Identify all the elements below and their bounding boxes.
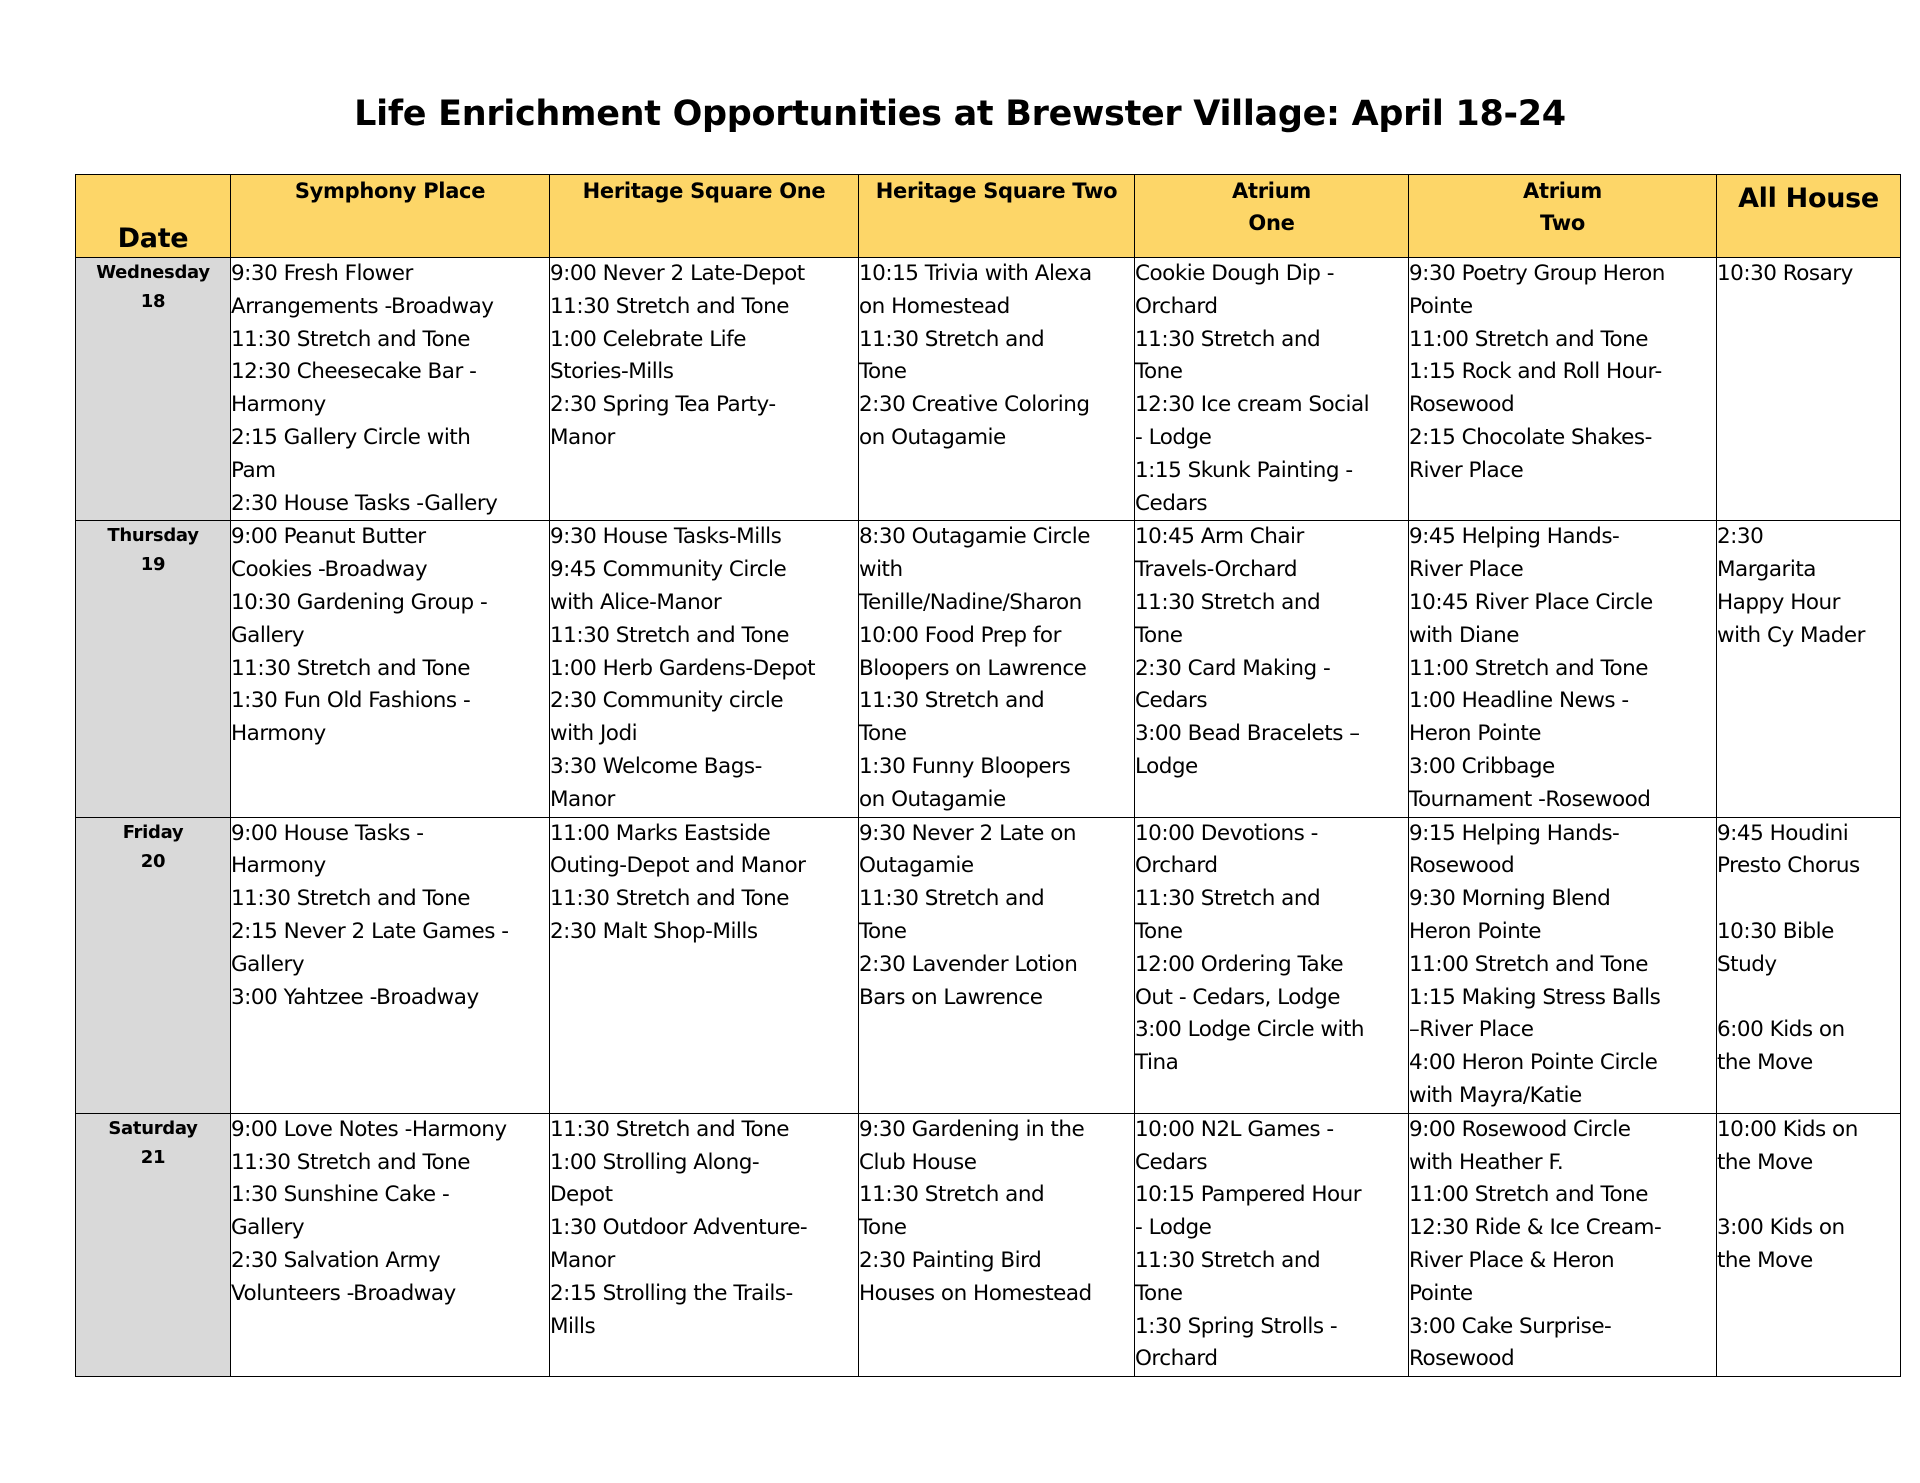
activity-line: Orchard (1135, 293, 1218, 319)
activity-line: 2:30 Creative Coloring (859, 392, 1090, 418)
activity-line: Tone (1135, 918, 1183, 944)
activity-line: 1:15 Skunk Painting - (1135, 457, 1353, 483)
activity-line: 1:30 Sunshine Cake - (231, 1182, 450, 1208)
activity-line: the Move (1717, 1050, 1813, 1076)
activity-line: Harmony (231, 392, 326, 418)
activity-line: 10:00 N2L Games - (1135, 1116, 1334, 1142)
header-line: Heritage Square One (582, 179, 826, 203)
activity-line: 3:00 Kids on (1717, 1215, 1845, 1241)
activity-line: Tone (859, 1215, 907, 1241)
day-number: 18 (140, 291, 166, 312)
activity-cell-all-house (1717, 258, 1901, 521)
header-line: One (1248, 211, 1295, 235)
activity-line: 2:30 Salvation Army (231, 1247, 441, 1273)
activity-line: Pam (231, 457, 276, 483)
activity-cell-atrium-two (1409, 258, 1717, 521)
activity-line: –River Place (1409, 1017, 1534, 1043)
activity-line: 1:15 Making Stress Balls (1409, 984, 1661, 1010)
activity-line: Tone (859, 359, 907, 385)
activity-line: Stories-Mills (550, 359, 674, 385)
activity-line: Rosewood (1409, 1346, 1515, 1372)
activity-line: 11:30 Stretch and Tone (231, 886, 470, 912)
schedule-row (76, 1113, 1901, 1376)
activity-line: 11:30 Stretch and (859, 886, 1045, 912)
activity-line: - Lodge (1135, 424, 1212, 450)
activity-cell-heritage-square-one (550, 258, 859, 521)
activity-line: 11:30 Stretch and Tone (550, 1116, 789, 1142)
activity-line: Houses on Homestead (859, 1280, 1092, 1306)
activity-line: Cedars (1135, 688, 1208, 714)
day-name: Friday (122, 821, 184, 843)
activity-line: 10:30 Gardening Group - (231, 589, 488, 615)
activity-line: Heron Pointe (1409, 918, 1541, 944)
activity-line: 11:30 Stretch and Tone (231, 326, 470, 352)
activity-line: Cookies -Broadway (231, 557, 428, 583)
header-line: Atrium (1523, 179, 1602, 203)
activity-line: 2:30 Spring Tea Party- (550, 392, 776, 418)
activity-cell-atrium-two (1409, 521, 1717, 817)
activity-line: Volunteers -Broadway (231, 1280, 456, 1306)
activity-line: 11:30 Stretch and (1135, 589, 1321, 615)
activity-line: 4:00 Heron Pointe Circle (1409, 1050, 1658, 1076)
activity-line: 2:15 Chocolate Shakes- (1409, 424, 1652, 450)
activity-line: 11:30 Stretch and Tone (231, 1149, 470, 1175)
activity-line: Tenille/Nadine/Sharon (859, 589, 1082, 615)
activity-line: Mills (550, 1313, 596, 1339)
activity-line: 2:30 Painting Bird (859, 1247, 1042, 1273)
activity-line: Bloopers on Lawrence (859, 655, 1087, 681)
activity-line: Rosewood (1409, 392, 1515, 418)
activity-line: Happy Hour (1717, 589, 1840, 615)
activity-line: 11:00 Stretch and Tone (1409, 655, 1648, 681)
activity-cell-symphony-place (231, 258, 550, 521)
activity-line: 11:00 Marks Eastside (550, 820, 771, 846)
header-heritage-square-two (859, 175, 1135, 258)
day-name: Saturday (108, 1117, 198, 1139)
schedule-table (75, 174, 1901, 1377)
date-cell (76, 258, 231, 521)
header-atrium-one (1135, 175, 1409, 258)
activity-line: 9:30 Morning Blend (1409, 886, 1611, 912)
activity-line: Manor (550, 786, 615, 812)
header-line: Symphony Place (294, 179, 486, 203)
activity-line: 8:30 Outagamie Circle (859, 524, 1090, 550)
activity-line: River Place (1409, 457, 1524, 483)
date-cell (76, 1113, 231, 1376)
activity-line: 2:30 Community circle (550, 688, 784, 714)
activity-line: 1:30 Outdoor Adventure- (550, 1215, 808, 1241)
activity-line: 9:30 Fresh Flower (231, 261, 413, 286)
activity-line: Arrangements -Broadway (231, 293, 494, 319)
activity-line: Depot (550, 1182, 613, 1208)
activity-line: 2:15 Never 2 Late Games - (231, 918, 509, 944)
activity-line: Outagamie (859, 853, 974, 879)
activity-line: 3:00 Cribbage (1409, 753, 1555, 779)
activity-line: 1:00 Headline News - (1409, 688, 1629, 714)
activity-line: Manor (550, 424, 615, 450)
activity-line: 1:00 Strolling Along- (550, 1149, 760, 1175)
activity-cell-heritage-square-one (550, 817, 859, 1113)
activity-line: 11:30 Stretch and (859, 688, 1045, 714)
activity-line: with Heather F. (1409, 1149, 1564, 1175)
activity-line: 9:00 Rosewood Circle (1409, 1116, 1631, 1142)
activity-line: with Mayra/Katie (1409, 1082, 1582, 1108)
activity-line: 2:30 Card Making - (1135, 655, 1331, 681)
activity-line: Orchard (1135, 1346, 1218, 1372)
activity-line: Gallery (231, 951, 305, 977)
schedule-row (76, 817, 1901, 1113)
activity-line: 3:00 Bead Bracelets – (1135, 721, 1360, 747)
activity-line: 12:30 Ride & Ice Cream- (1409, 1215, 1662, 1241)
activity-line: 2:30 Malt Shop-Mills (550, 918, 758, 944)
activity-line: 11:30 Stretch and (859, 1182, 1045, 1208)
activity-line: with Cy Mader (1717, 622, 1865, 648)
activity-line: 11:30 Stretch and (1135, 1247, 1321, 1273)
activity-line: Travels-Orchard (1135, 557, 1297, 583)
activity-line: 10:45 River Place Circle (1409, 589, 1653, 615)
activity-line: River Place (1409, 557, 1524, 583)
activity-line: 1:15 Rock and Roll Hour- (1409, 359, 1662, 385)
activity-line: Tone (1135, 359, 1183, 385)
activity-line: - Lodge (1135, 1215, 1212, 1241)
activity-line: on Homestead (859, 293, 1010, 319)
activity-line: 10:15 Pampered Hour (1135, 1182, 1362, 1208)
activity-line: with Alice-Manor (550, 589, 722, 615)
header-line: Two (1540, 211, 1585, 235)
activity-line: 10:30 Rosary (1717, 261, 1853, 286)
activity-line: the Move (1717, 1149, 1813, 1175)
activity-line: with (859, 557, 903, 583)
spacer-line (1717, 982, 1900, 1015)
schedule-row (76, 521, 1901, 817)
activity-line: Cedars (1135, 1149, 1208, 1175)
activity-line: Bars on Lawrence (859, 984, 1043, 1010)
activity-line: Pointe (1409, 1280, 1473, 1306)
activity-line: 9:15 Helping Hands- (1409, 820, 1620, 846)
activity-line: 9:00 Never 2 Late-Depot (550, 261, 805, 286)
activity-line: 2:15 Gallery Circle with (231, 424, 471, 450)
activity-line: 11:00 Stretch and Tone (1409, 326, 1648, 352)
activity-line: Harmony (231, 721, 326, 747)
activity-line: 9:30 Never 2 Late on (859, 820, 1076, 846)
activity-line: Heron Pointe (1409, 721, 1541, 747)
activity-line: 1:30 Fun Old Fashions - (231, 688, 471, 714)
activity-cell-symphony-place (231, 817, 550, 1113)
activity-line: 9:00 Love Notes -Harmony (231, 1116, 507, 1142)
activity-line: 10:45 Arm Chair (1135, 524, 1304, 550)
activity-cell-atrium-one (1135, 1113, 1409, 1376)
activity-cell-atrium-two (1409, 1113, 1717, 1376)
activity-line: Tone (1135, 622, 1183, 648)
activity-line: 11:30 Stretch and (1135, 886, 1321, 912)
activity-line: 9:45 Helping Hands- (1409, 524, 1620, 550)
activity-line: 11:30 Stretch and Tone (550, 622, 789, 648)
activity-line: 2:15 Strolling the Trails- (550, 1280, 793, 1306)
activity-line: 11:00 Stretch and Tone (1409, 951, 1648, 977)
activity-line: 10:00 Kids on (1717, 1116, 1858, 1142)
activity-line: Tone (1135, 1280, 1183, 1306)
spacer-line (1717, 1179, 1900, 1212)
header-symphony-place (231, 175, 550, 258)
activity-line: Pointe (1409, 293, 1473, 319)
day-number: 21 (140, 1146, 166, 1168)
activity-cell-atrium-one (1135, 521, 1409, 817)
activity-line: Rosewood (1409, 853, 1515, 879)
page-title: Life Enrichment Opportunities at Brewster Village: April 18-24 (354, 94, 1566, 134)
activity-cell-heritage-square-two (859, 1113, 1135, 1376)
activity-line: 3:00 Yahtzee -Broadway (231, 984, 479, 1010)
activity-line: 1:30 Spring Strolls - (1135, 1313, 1338, 1339)
header-all-house (1717, 175, 1901, 258)
activity-line: 12:30 Cheesecake Bar - (231, 359, 477, 385)
activity-cell-atrium-two (1409, 817, 1717, 1113)
activity-cell-heritage-square-one (550, 1113, 859, 1376)
activity-cell-heritage-square-two (859, 817, 1135, 1113)
activity-line: Presto Chorus (1717, 853, 1860, 879)
activity-line: Outing-Depot and Manor (550, 853, 806, 879)
activity-line: Tone (859, 721, 907, 747)
activity-line: 11:30 Stretch and Tone (550, 886, 789, 912)
activity-line: the Move (1717, 1247, 1813, 1273)
activity-line: 2:30 (1717, 524, 1764, 550)
activity-line: 9:00 House Tasks - (231, 820, 424, 846)
activity-line: 11:30 Stretch and Tone (550, 293, 789, 319)
activity-line: 10:00 Food Prep for (859, 622, 1061, 648)
activity-line: Manor (550, 1247, 615, 1273)
date-cell (76, 817, 231, 1113)
activity-line: with Jodi (550, 721, 638, 747)
activity-line: Cedars (1135, 490, 1208, 516)
date-header: Date (76, 175, 231, 258)
activity-line: Tone (859, 918, 907, 944)
activity-line: 9:00 Peanut Butter (231, 524, 426, 550)
activity-line: 3:30 Welcome Bags- (550, 753, 762, 779)
activity-line: 9:45 Community Circle (550, 557, 787, 583)
day-name: Wednesday (96, 262, 210, 283)
day-number: 19 (140, 554, 166, 576)
activity-line: 2:30 House Tasks -Gallery (231, 490, 498, 516)
activity-line: Gallery (231, 1215, 305, 1241)
header-heritage-square-one (550, 175, 859, 258)
activity-line: with Diane (1409, 622, 1520, 648)
day-name: Thursday (107, 525, 199, 547)
activity-line: 1:00 Herb Gardens-Depot (550, 655, 816, 681)
activity-line: 1:00 Celebrate Life (550, 326, 746, 352)
activity-line: 1:30 Funny Bloopers (859, 753, 1071, 779)
header-line: Heritage Square Two (875, 179, 1118, 203)
date-cell (76, 521, 231, 817)
activity-line: 11:00 Stretch and Tone (1409, 1182, 1648, 1208)
activity-line: 3:00 Cake Surprise- (1409, 1313, 1612, 1339)
activity-line: 9:30 House Tasks-Mills (550, 524, 782, 550)
activity-cell-symphony-place (231, 521, 550, 817)
header-line: All House (1738, 183, 1879, 214)
activity-line: River Place & Heron (1409, 1247, 1615, 1273)
activity-cell-all-house (1717, 521, 1901, 817)
activity-line: Tina (1135, 1050, 1179, 1076)
activity-line: on Outagamie (859, 786, 1006, 812)
activity-cell-all-house (1717, 1113, 1901, 1376)
day-number: 20 (140, 850, 166, 872)
activity-line: 9:30 Poetry Group Heron (1409, 261, 1665, 286)
activity-cell-heritage-square-two (859, 521, 1135, 817)
activity-cell-heritage-square-two (859, 258, 1135, 521)
activity-line: 10:15 Trivia with Alexa (859, 261, 1092, 286)
activity-line: 10:30 Bible (1717, 918, 1834, 944)
activity-line: Orchard (1135, 853, 1218, 879)
activity-line: Club House (859, 1149, 977, 1175)
activity-line: 12:30 Ice cream Social (1135, 392, 1370, 418)
activity-cell-heritage-square-one (550, 521, 859, 817)
activity-line: 12:00 Ordering Take (1135, 951, 1344, 977)
activity-line: 2:30 Lavender Lotion (859, 951, 1078, 977)
activity-line: Margarita (1717, 557, 1816, 583)
activity-line: 11:30 Stretch and (1135, 326, 1321, 352)
spacer-line (1717, 883, 1900, 916)
activity-line: Study (1717, 951, 1777, 977)
activity-line: Lodge (1135, 753, 1198, 779)
activity-line: 9:45 Houdini (1717, 820, 1849, 846)
activity-line: Tournament -Rosewood (1409, 786, 1651, 812)
activity-line: on Outagamie (859, 424, 1006, 450)
activity-line: 11:30 Stretch and Tone (231, 655, 470, 681)
activity-line: Cookie Dough Dip - (1135, 261, 1335, 286)
activity-cell-atrium-one (1135, 817, 1409, 1113)
activity-line: 11:30 Stretch and (859, 326, 1045, 352)
schedule-row (76, 258, 1901, 521)
header-row (76, 175, 1901, 258)
activity-line: Gallery (231, 622, 305, 648)
activity-line: 3:00 Lodge Circle with (1135, 1017, 1365, 1043)
activity-line: Out - Cedars, Lodge (1135, 984, 1340, 1010)
activity-cell-atrium-one (1135, 258, 1409, 521)
activity-line: Harmony (231, 853, 326, 879)
activity-line: 9:30 Gardening in the (859, 1116, 1085, 1142)
header-atrium-two (1409, 175, 1717, 258)
activity-line: 6:00 Kids on (1717, 1017, 1845, 1043)
header-line: Atrium (1232, 179, 1311, 203)
activity-line: 10:00 Devotions - (1135, 820, 1318, 846)
activity-cell-symphony-place (231, 1113, 550, 1376)
activity-cell-all-house (1717, 817, 1901, 1113)
